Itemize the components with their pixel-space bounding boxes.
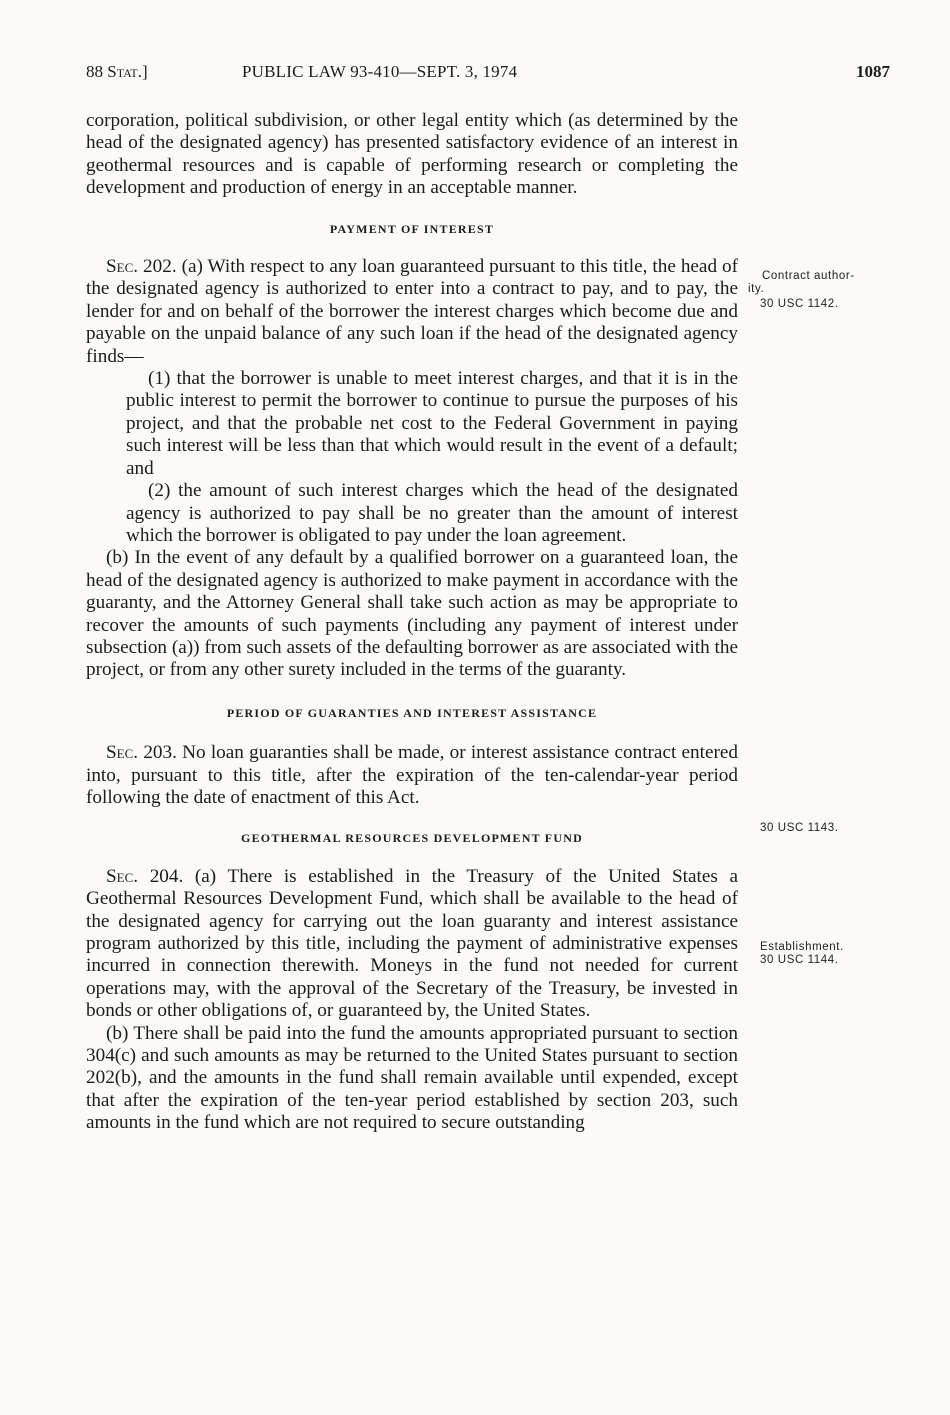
section-label: Sec. 202.	[106, 256, 177, 278]
sec202-a1-clause: (1) that the borrower is unable to meet interest charges, and that it is in the public interest to permit the borrower to continue to pursue the purposes of his project, and that the probable net cost to the Federal Government in paying such interest will be less than that which would result in the event of a default; and	[126, 368, 738, 479]
margin-note-usc: 30 USC 1144.	[760, 954, 839, 966]
bracket: ]	[142, 62, 148, 81]
margin-note-line: Establishment.	[760, 941, 844, 953]
sec204-b-paragraph: (b) There shall be paid into the fund the amounts appropriated pursuant to section 304(c) and such amounts as may be returned to the United States pursuant to section 202(b), and the amounts in the fund shall remain available until expended, except that after the expiration of the ten-year period established by section 203, such amounts in the fund which are not required to secure outstanding	[86, 1022, 738, 1134]
sec202-a-paragraph	[86, 256, 738, 368]
sec204-a-paragraph	[86, 866, 738, 1023]
statute-reference	[86, 62, 148, 82]
sec203-text: No loan guaranties shall be made, or interest assistance contract entered into, pursuant to this title, after the expiration of the ten-calendar-year period following the date of enactment of this Act.	[86, 742, 738, 808]
page-number: 1087	[856, 62, 890, 81]
intro-paragraph: corporation, political subdivision, or other legal entity which (as determined by the head of the designated agency) has presented satisfactory evidence of an interest in geothermal resources and is capable of performing research or completing the development and production of energy in an acceptable manner.	[86, 110, 738, 199]
margin-note-line: ity.	[748, 283, 765, 295]
law-title: PUBLIC LAW 93-410—SEPT. 3, 1974	[242, 62, 518, 81]
sec203-paragraph	[86, 742, 738, 809]
section-heading-203: PERIOD OF GUARANTIES AND INTEREST ASSISTANCE	[226, 705, 598, 720]
section-label: Sec. 203.	[106, 742, 177, 764]
margin-note-line: Contract author-	[762, 270, 855, 282]
main-text	[86, 110, 738, 1135]
statute-abbrev: Stat.	[107, 62, 142, 81]
section-heading-204: GEOTHERMAL RESOURCES DEVELOPMENT FUND	[241, 831, 583, 846]
sec204-a-text: (a) There is established in the Treasury of the United States a Geothermal Resources Development Fund, which shall be available to the head of the designated agency for carrying out the loan guaranty and interest assistance program authorized by this title, including the payment of administrative expenses incurred in connection therewith. Moneys in the fund not needed for current operations may, with the approval of the Secretary of the Treasury, be invested in bonds or other obligations of, or guaranteed by, the United States.	[86, 865, 738, 1022]
margin-note-usc: 30 USC 1142.	[760, 298, 839, 310]
statute-volume: 88	[86, 62, 103, 81]
section-label: Sec. 204.	[106, 865, 184, 887]
margin-note-establishment	[760, 941, 844, 967]
sec202-b-paragraph: (b) In the event of any default by a qualified borrower on a guaranteed loan, the head of the designated agency is authorized to make payment in accordance with the guaranty, and the Attorney General shall take such action as may be appropriate to recover the amounts of such payments (including any payment of interest under subsection (a)) from such assets of the defaulting borrower as are associated with the project, or from any other surety included in the terms of the guaranty.	[86, 547, 738, 681]
margin-note-usc-1143: 30 USC 1143.	[760, 822, 839, 834]
section-heading-202: PAYMENT OF INTEREST	[329, 221, 495, 236]
margin-note-contract-authority	[748, 270, 855, 311]
sec202-a-text: (a) With respect to any loan guaranteed pursuant to this title, the head of the designated agency is authorized to enter into a contract to pay, and to pay, the lender for and on behalf of the borrower the interest charges which become due and payable on the unpaid balance of any such loan if the head of the designated agency finds—	[86, 256, 738, 367]
running-header	[86, 62, 892, 84]
sec202-a2-clause: (2) the amount of such interest charges which the head of the designated agency is authorized to pay shall be no greater than the amount of interest which the borrower is obligated to pay under the loan agreement.	[126, 480, 738, 546]
